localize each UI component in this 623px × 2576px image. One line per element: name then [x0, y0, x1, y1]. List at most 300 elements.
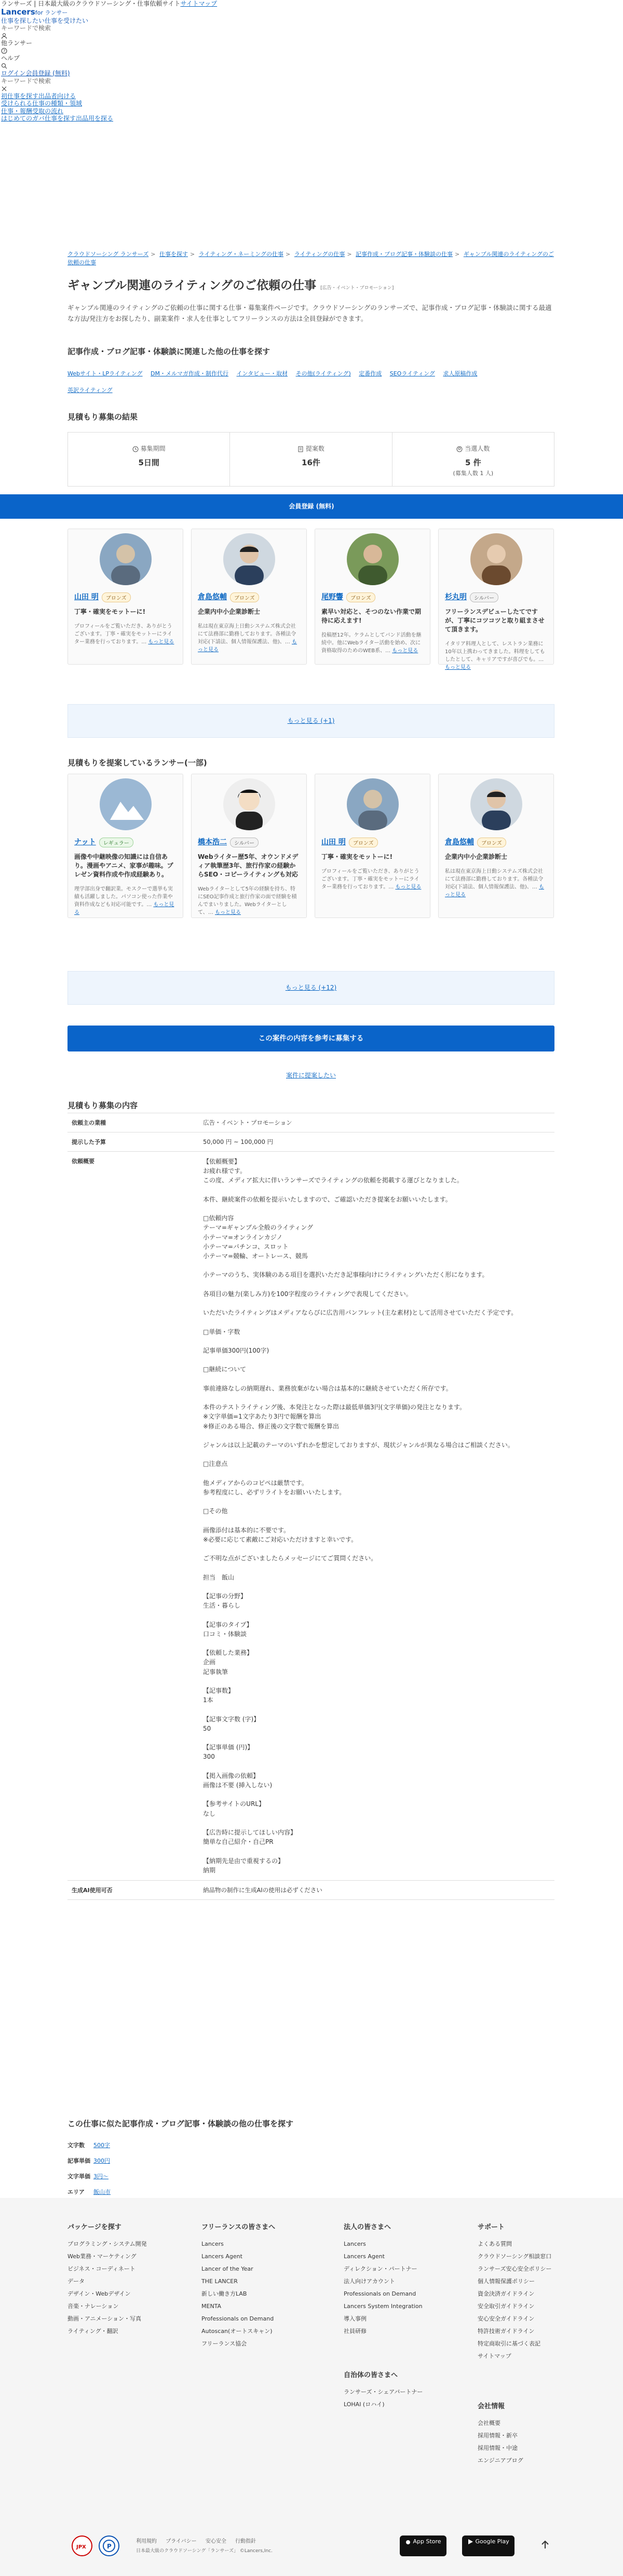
more-hired-box [67, 704, 554, 738]
overview-line [203, 1705, 550, 1714]
similar-row [67, 2138, 111, 2153]
search-icon[interactable] [1, 63, 7, 69]
footer-column [344, 2221, 423, 2338]
footer-heading: 会社情報 [478, 2403, 505, 2410]
document-icon [297, 446, 304, 452]
detail-value: 50,000 円 ~ 100,000 円 [199, 1132, 554, 1152]
scroll-top-icon[interactable] [540, 2540, 550, 2550]
similar-key: 文字単価 [67, 2173, 90, 2180]
footer-link[interactable]: Lancers Agent [344, 2253, 385, 2260]
lancer-description-text: Webライターとして5年の経験を持ち、特にSEO記事作成と旅行作家の面で経験を積んでまいりました。Webライターとして、 [198, 886, 297, 915]
lancer-card[interactable] [191, 529, 307, 665]
overview-line: 記事単価300円(100字) [203, 1346, 269, 1354]
overview-line [203, 1261, 550, 1270]
table-row [67, 1132, 554, 1152]
overview-line [203, 1450, 550, 1459]
header-link-3[interactable]: 仕事・報酬受取の流れ [1, 107, 64, 115]
footer-link[interactable]: THE LANCER [201, 2278, 238, 2285]
more-hired-link[interactable]: もっと見る (+1) [287, 717, 335, 724]
related-tag[interactable]: DM・メルマガ作成・制作代行 [151, 370, 229, 377]
overview-line: ※文字単価=1文字あたり3円で報酬を算出 [203, 1413, 321, 1421]
breadcrumb-item[interactable]: 仕事を探す [159, 251, 188, 258]
related-tag[interactable]: SEOライティング [389, 370, 435, 377]
header-link-4[interactable]: はじめてのガバ仕事を探す出品用を探る [1, 115, 114, 122]
page-title-text: ギャンブル関連のライティングのご依頼の仕事 [67, 279, 317, 292]
overview-line: 記事執筆 [203, 1668, 228, 1676]
lancer-name[interactable]: 尾野響 [321, 593, 343, 601]
overview-line [203, 1563, 550, 1572]
overview-line [203, 1582, 550, 1592]
logo-text: Lancers [1, 7, 35, 17]
google-play-label: Google Play [475, 2538, 509, 2545]
overview-line [203, 1677, 550, 1686]
lancer-catchphrase: 素早い対応と、そつのない作業で期待に応えます! [321, 608, 422, 624]
avatar [223, 778, 275, 830]
overview-line: ご不明な点がございましたらメッセージにてご質問ください。 [203, 1555, 377, 1562]
site-footer [0, 2198, 623, 2576]
similar-key: 記事単価 [67, 2157, 90, 2164]
avatar-image [470, 778, 522, 830]
overview-line [203, 1280, 550, 1289]
header-link-2[interactable]: 受けられる仕事の種類・領域 [1, 100, 83, 107]
overview-line: 【記事の分野】 [203, 1593, 247, 1600]
related-tag[interactable]: 英訳ライティング [67, 387, 113, 394]
stat-hired-label: 当選人数 [465, 445, 490, 452]
footer-legal-link[interactable]: 行動指針 [235, 2539, 256, 2544]
overview-line: 小テーマ=競輪、オートレース、競馬 [203, 1252, 308, 1260]
see-more-link[interactable]: もっと見る [445, 665, 471, 670]
lancer-catchphrase: 丁寧・確実をモットーに! [321, 853, 393, 860]
lancer-name[interactable]: 倉島悠輔 [198, 593, 227, 601]
overview-line: 口コミ・体験談 [203, 1630, 247, 1638]
footer-link[interactable]: Professionals on Demand [344, 2290, 416, 2297]
jpx-seal-icon [72, 2535, 92, 2556]
jpx-logo [73, 2537, 91, 2555]
footer-heading: パッケージを探す [67, 2223, 121, 2231]
footer-link[interactable]: 社員研修 [344, 2328, 367, 2335]
overview-line: ジャンルは以上記載のテーマのいずれかを想定しておりますが、現状ジャンルが異なる場合はご相談ください。 [203, 1441, 514, 1449]
footer-legal-link[interactable]: 安心安全 [205, 2539, 226, 2544]
rank-badge: ブロンズ [102, 592, 131, 602]
app-store-label: App Store [413, 2538, 441, 2545]
lancer-description-text: 理学部出身で翻訳業。モスクーで選挙も実績も活躍しました。パソコン使った作業や資料作成なども対応可能です。 [74, 886, 173, 908]
overview-line: 画像添付は基本的に不要です。 [203, 1526, 290, 1534]
overview-line: 小テーマ=パチンコ、スロット [203, 1243, 289, 1250]
overview-line: 1本 [203, 1696, 213, 1704]
overview-line [203, 1355, 550, 1365]
footer-link[interactable]: ランサーズ・シェアパートナー [344, 2389, 423, 2395]
footer-link[interactable]: 採用情報・中途 [478, 2445, 518, 2451]
see-more-link[interactable]: もっと見る [215, 910, 241, 915]
results-stats [67, 432, 554, 487]
lancer-card[interactable] [67, 529, 183, 665]
footer-link[interactable]: サイトマップ [478, 2353, 511, 2359]
overview-line: □単価・字数 [203, 1328, 240, 1336]
footer-link[interactable]: ディレクション・パートナー [344, 2265, 417, 2272]
table-row [67, 1152, 554, 1881]
avatar-image [100, 778, 152, 830]
overview-line: 【記事単価 (円)】 [203, 1744, 254, 1751]
footer-column [201, 2221, 275, 2350]
lancer-description-text: プロフィールをご覧いただき、ありがとうございます。丁寧・確実をモットーにライター業務を行っております。 [74, 624, 172, 645]
overview-line: この度、メディア拡大に伴いランサーズでライティングの依頼を掲載する運びとなりました。 [203, 1177, 463, 1184]
avatar [470, 533, 522, 585]
lancer-description-text: プロフィールをご覧いただき、ありがとうございます。丁寧・確実をモットーにライター業務を行っております。 [321, 869, 419, 890]
overview-body [199, 1152, 554, 1881]
play-icon [467, 2539, 473, 2545]
breadcrumb-item[interactable]: ライティング・ネーミングの仕事 [198, 251, 284, 258]
member-register-bar[interactable]: 会員登録 (無料) [0, 494, 623, 519]
footer-link[interactable]: MENTA [201, 2303, 222, 2310]
stat-proposals-value: 16件 [302, 458, 320, 467]
search-input-placeholder-2[interactable]: キーワードで検索 [1, 77, 51, 85]
lancer-description: 投稿歴12年。ケラムとしてバンド活動を継続中。他にWebライター活動を始め、次に資格取得のためのWEB系、… もっと見る [321, 632, 422, 654]
footer-legal-link[interactable]: 利用規約 [136, 2539, 157, 2544]
related-heading: 記事作成・ブログ記事・体験談に関連した他の仕事を探す [67, 347, 270, 356]
overview-line [203, 1204, 550, 1213]
similar-link[interactable]: 3円〜 [93, 2173, 109, 2180]
svg-text:P: P [107, 2543, 112, 2550]
lancer-name[interactable]: 杉丸明 [445, 593, 467, 601]
footer-link[interactable]: Lancers [344, 2241, 366, 2247]
avatar [223, 533, 275, 585]
overview-line: 本件のテストライティング後、本発注となった際は最低単価3円(文字単価)の発注となります。 [203, 1404, 466, 1411]
lancer-catchphrase: 丁寧・確実をモットーに! [74, 608, 146, 615]
lancer-description: イタリア料理人として、レストラン業務に10年以上携わってきました。料理をしてもしたとして、キャリアですが喜びでも。… もっと見る [445, 641, 545, 670]
person-icon [1, 33, 7, 39]
see-more-link[interactable]: もっと見る [148, 639, 174, 645]
breadcrumb-item[interactable]: ライティングの仕事 [294, 251, 345, 258]
find-work-link[interactable]: 仕事を探したい仕事を受けたい [1, 17, 89, 24]
table-row [67, 1881, 554, 1900]
footer-legal-link[interactable]: プライバシー [166, 2539, 197, 2544]
details-heading: 見積もり募集の内容 [67, 1101, 138, 1110]
detail-value: 納品物の制作に生成AIの使用は必ずください [199, 1881, 554, 1900]
footer-heading: 法人の皆さまへ [344, 2223, 391, 2231]
footer-link[interactable]: 導入事例 [344, 2315, 367, 2322]
detail-key: 提示した予算 [67, 1132, 199, 1152]
footer-heading: フリーランスの皆さまへ [201, 2223, 276, 2231]
lancer-card[interactable] [315, 529, 430, 665]
close-icon[interactable] [1, 86, 7, 92]
jpx-logo-text: JPX [76, 2544, 86, 2550]
overview-line [203, 1639, 550, 1648]
footer-link[interactable]: ライティング・翻訳 [67, 2328, 118, 2335]
overview-line [203, 1469, 550, 1478]
avatar-image [347, 533, 399, 585]
avatar [100, 533, 152, 585]
see-more-link[interactable]: もっと見る [392, 648, 418, 654]
lancer-card[interactable] [315, 774, 430, 918]
detail-key: 依頼主の業種 [67, 1113, 199, 1132]
lancer-catchphrase: フリーランスデビューしたてですが、丁寧にコツコツと取り組まさせて頂きます。 [445, 608, 545, 633]
detail-key: 依頼概要 [67, 1152, 199, 1881]
overview-line [203, 1762, 550, 1771]
propose-link[interactable]: 案件に提案したい [286, 1072, 336, 1079]
footer-heading: サポート [478, 2223, 505, 2231]
footer-link[interactable]: 採用情報・新卒 [478, 2432, 518, 2439]
overview-line: □継続について [203, 1366, 247, 1373]
detail-value: 広告・イベント・プロモーション [199, 1113, 554, 1132]
avatar-image [223, 778, 275, 830]
detail-key: 生成AI使用可否 [67, 1881, 199, 1900]
overview-line: 【掲入画像の依頼】 [203, 1772, 260, 1779]
stat-proposals [230, 433, 392, 486]
page-title [67, 276, 394, 293]
similar-heading: この仕事に似た記事作成・ブログ記事・体験談の他の仕事を探す [67, 2119, 294, 2128]
footer-link[interactable]: エンジニアブログ [478, 2457, 523, 2464]
overview-line [203, 1431, 550, 1440]
avatar [347, 778, 399, 830]
page-title-category: [広告・イベント・プロモーション] [320, 286, 394, 291]
overview-line: 各項目の魅力(楽しみ方)を100字程度のライティングで表現してください。 [203, 1290, 412, 1298]
footer-link[interactable]: データ [67, 2278, 85, 2285]
similar-key: 文字数 [67, 2142, 85, 2149]
footer-link[interactable]: Web業務・マーケティング [67, 2253, 137, 2260]
overview-line: 【記事数】 [203, 1687, 235, 1695]
footer-link[interactable]: 安全取引ガイドライン [478, 2303, 535, 2310]
breadcrumb-item[interactable]: クラウドソーシング ランサーズ [67, 251, 149, 258]
google-play-button[interactable] [462, 2535, 514, 2556]
rank-badge: ブロンズ [349, 838, 378, 847]
breadcrumb-item[interactable]: ギャンブル関連のライティングのご依頼の仕事 [67, 251, 554, 266]
site-header [0, 0, 623, 123]
footer-link[interactable]: フリーランス協会 [201, 2340, 247, 2347]
lancer-name[interactable]: 橋本浩二 [198, 838, 227, 846]
footer-link[interactable]: 個人情報保護ポリシー [478, 2278, 535, 2285]
overview-line: 本件、継続案件の依頼を提示いたしますので、ご確認いただき提案をお願いいたします。 [203, 1195, 452, 1203]
breadcrumb: クラウドソーシング ランサーズ > 仕事を探す > ライティング・ネーミングの仕事 > ライティングの仕事 > 記事作成・ブログ記事・体験談の仕事 > ギャンブル関連のライティングのご依頼の仕事 [67, 251, 554, 266]
similar-link[interactable]: 飯山市 [93, 2189, 111, 2195]
overview-line: 【広告時に提示してほしい内容】 [203, 1829, 297, 1837]
overview-line: 【記事文字数 (字)】 [203, 1715, 260, 1723]
header-link-1[interactable]: 初仕事を探す出品者向ける [1, 92, 76, 100]
copyright: 日本最大級のクラウドソーシング「ランサーズ」 ©Lancers,Inc. [136, 2548, 273, 2554]
overview-line [203, 1374, 550, 1384]
see-more-link[interactable]: もっと見る [445, 884, 544, 898]
lancer-description: 私は現在東京海上日動システムズ株式会社にて法務部に勤務しております。各種法令対応(下請法、個人情報保護法、他)、… もっと見る [445, 869, 544, 898]
rank-badge: シルバー [470, 592, 498, 602]
more-proposals-link[interactable]: もっと見る (+12) [285, 984, 337, 991]
footer-link[interactable]: 資金決済ガイドライン [478, 2290, 535, 2297]
overview-line [203, 1733, 550, 1743]
see-more-link[interactable]: もっと見る [198, 639, 297, 653]
logo-sub: for ランサー [35, 9, 68, 16]
lancer-card[interactable] [438, 774, 554, 918]
stat-hired [392, 433, 554, 486]
overview-line [203, 1185, 550, 1195]
lancer-catchphrase: Webライター歴5年、オウンドメディア執筆歴3年、旅行作家の経験からSEO・コピーライティングも対応 [198, 853, 299, 878]
rank-badge: ブロンズ [230, 592, 259, 602]
privacy-mark-glyph [100, 2537, 118, 2555]
similar-key: エリア [67, 2189, 85, 2195]
overview-line: なし [203, 1810, 216, 1817]
lancer-description: Webライターとして5年の経験を持ち、特にSEO記事作成と旅行作家の面で経験を積んでまいりました。Webライターとして、… もっと見る [198, 886, 297, 915]
hired-cards [67, 529, 554, 670]
footer-link[interactable]: Lancers [201, 2241, 224, 2247]
avatar-image [347, 778, 399, 830]
stat-period-label: 募集期間 [140, 445, 166, 452]
overview-line: 【参考サイトのURL】 [203, 1800, 265, 1808]
overview-line [203, 1544, 550, 1554]
footer-link[interactable]: Lancers Agent [201, 2253, 242, 2260]
lancer-card[interactable] [438, 529, 554, 670]
overview-line: 参考程度にし、必ずリライトをお願いいたします。 [203, 1488, 346, 1496]
footer-link[interactable]: 新しい働き方LAB [201, 2290, 247, 2297]
lancer-description: プロフィールをご覧いただき、ありがとうございます。丁寧・確実をモットーにライター業務を行っております。… もっと見る [321, 869, 422, 890]
overview-line: 納期 [203, 1866, 216, 1874]
similar-link[interactable]: 500字 [93, 2142, 110, 2149]
related-tag[interactable]: その他(ライティング) [295, 370, 351, 377]
overview-line [203, 1299, 550, 1308]
svg-text:?: ? [3, 49, 6, 53]
footer-link[interactable]: クラウドソーシング相談窓口 [478, 2253, 552, 2260]
avatar-image [470, 533, 522, 585]
stat-hired-note: (募集人数 1 人) [453, 470, 494, 477]
lancer-description-text: 私は現在東京海上日動システムズ株式会社にて法務部に勤務しております。各種法令対応(下請法、個人情報保護法、他)、 [445, 869, 544, 890]
proposal-cards [67, 774, 554, 918]
breadcrumb-item[interactable]: 記事作成・ブログ記事・体験談の仕事 [356, 251, 453, 258]
overview-line: 小テーマのうち、実体験のある項目を選択いただき記事様向けにライティングいただく形になります。 [203, 1271, 489, 1279]
more-proposals-box [67, 971, 554, 1005]
related-tag[interactable]: Webサイト・LPライティング [67, 370, 143, 377]
overview-line: 小テーマ=オンラインカジノ [203, 1233, 283, 1241]
lancer-catchphrase: 企業内中小企業診断士 [198, 608, 261, 615]
see-more-link[interactable]: もっと見る [395, 884, 422, 890]
search-input-placeholder[interactable]: キーワードで検索 [1, 24, 51, 32]
footer-link[interactable]: 会社概要 [478, 2420, 500, 2426]
related-tag[interactable]: インタビュー・取材 [236, 370, 288, 377]
overview-line [203, 1516, 550, 1526]
lancer-card[interactable] [191, 774, 307, 918]
footer-link[interactable]: Lancer of the Year [201, 2265, 253, 2272]
lancer-description: 理学部出身で翻訳業。モスクーで選挙も実績も活躍しました。パソコン使った作業や資料作成なども対応可能です。… もっと見る [74, 886, 174, 915]
menu-help[interactable]: ヘルプ [1, 55, 20, 62]
footer-link[interactable]: 音楽・ナレーション [67, 2303, 119, 2310]
stat-period-value: 5日間 [138, 458, 159, 467]
footer-link[interactable]: プログラミング・システム開発 [67, 2241, 147, 2247]
app-store-button[interactable] [400, 2535, 446, 2556]
lancer-description-text: 投稿歴12年。ケラムとしてバンド活動を継続中。他にWebライター活動を始め、次に資格取得のためのWEB系、 [321, 632, 422, 654]
avatar [470, 778, 522, 830]
lancer-name[interactable]: 倉島悠輔 [445, 838, 474, 846]
cta-link-wrap [67, 1071, 554, 1080]
overview-line [203, 1497, 550, 1506]
footer-column [478, 2221, 551, 2363]
footer-column [344, 2369, 423, 2411]
signup-link[interactable]: ログイン会員登録 (無料) [1, 70, 70, 77]
overview-line: 【依頼した業務】 [203, 1649, 253, 1657]
similar-links [67, 2138, 111, 2200]
lancer-card[interactable] [67, 774, 183, 918]
overview-line: いただいたライティングはメディアならびに広告用パンフレット(主な素材)として活用させていただく予定です。 [203, 1309, 518, 1317]
lancer-catchphrase: 画像や中継映像の知識には自信あり。漫画やアニメ、家事が趣味。プレゼン資料作成や作成経験あり。 [74, 853, 173, 878]
lancer-name[interactable]: 山田 明 [74, 593, 99, 601]
footer-link[interactable]: 動画・アニメーション・写真 [67, 2315, 142, 2322]
lancer-name[interactable]: ナット [74, 838, 96, 846]
footer-link[interactable]: 特許技術ガイドライン [478, 2328, 535, 2335]
overview-line: お疲れ様です。 [203, 1167, 247, 1175]
footer-column [478, 2400, 523, 2467]
menu-lancer[interactable]: 他ランサー [1, 39, 33, 47]
footer-column [67, 2221, 147, 2338]
lancer-description: プロフィールをご覧いただき、ありがとうございます。丁寧・確実をモットーにライター業務を行っております。… もっと見る [74, 624, 174, 645]
footer-link[interactable]: 特定商取引に基づく表記 [478, 2340, 540, 2347]
overview-line: 50 [203, 1724, 211, 1732]
post-similar-job-button[interactable]: この案件の内容を参考に募集する [67, 1026, 554, 1051]
rank-badge: ブロンズ [346, 592, 375, 602]
avatar [347, 533, 399, 585]
lancer-description: 私は現在東京海上日動システムズ株式会社にて法務部に勤務しております。各種法令対応(下請法、個人情報保護法、他)、… もっと見る [198, 624, 297, 653]
related-tag[interactable]: 求人原稿作成 [443, 370, 478, 377]
overview-line [203, 1337, 550, 1346]
apple-icon [405, 2539, 411, 2545]
footer-link[interactable]: Professionals on Demand [201, 2315, 274, 2322]
footer-link[interactable]: Lancers System Integration [344, 2303, 423, 2310]
overview-line: 事前連絡なしの納期遅れ、業務放棄がない場合は基本的に継続させていただく所存です。 [203, 1384, 452, 1392]
lancer-catchphrase: 企業内中小企業診断士 [445, 853, 508, 860]
site-tagline: ランサーズ | 日本最大級のクラウドソーシング・仕事依頼サイト [1, 0, 181, 7]
overview-line: 300 [203, 1753, 215, 1761]
overview-line: 【納期先是由で重視するの】 [203, 1857, 285, 1865]
rank-badge: レギュラー [99, 838, 133, 847]
lancer-description-text: イタリア料理人として、レストラン業務に10年以上携わってきました。料理をしてもしたとして、キャリアですが喜びでも。 [445, 641, 545, 663]
avatar-image [100, 533, 152, 585]
related-tags [67, 366, 554, 399]
footer-link[interactable]: よくある質問 [478, 2241, 512, 2247]
stat-proposals-label: 提案数 [305, 445, 324, 452]
footer-link[interactable]: ランサーズ安心安全ポリシー [478, 2265, 552, 2272]
overview-line [203, 1790, 550, 1799]
footer-link[interactable]: 法人向けアカウント [344, 2278, 395, 2285]
page-lead: ギャンブル関連のライティングのご依頼の仕事に関する仕事・募集案件ページです。クラウドソーシングのランサーズで、記事作成・ブログ記事・体験談に関する最適な方法/発注方をお探したり、副業案件・求人を仕事としてフリーランスの方法は全員登録ができます。 [67, 304, 552, 322]
similar-link[interactable]: 300円 [93, 2157, 110, 2164]
related-tag[interactable]: 定番作成 [359, 370, 382, 377]
footer-link[interactable]: Autoscan(オートスキャン) [201, 2328, 273, 2335]
privacy-mark-icon [99, 2535, 119, 2556]
overview-line: □依頼内容 [203, 1215, 234, 1222]
overview-line [203, 1317, 550, 1327]
footer-link[interactable]: LOHAI (ロハイ) [344, 2401, 385, 2408]
footer-link[interactable]: デザイン・Webデザイン [67, 2290, 131, 2297]
avatar [100, 778, 152, 830]
logo[interactable] [1, 8, 622, 17]
footer-bottom [0, 2530, 623, 2564]
overview-line: 生活・暮らし [203, 1602, 241, 1610]
help-icon [1, 48, 7, 54]
overview-line [203, 1610, 550, 1620]
overview-line: テーマ=ギャンブル全般のライティング [203, 1224, 314, 1232]
overview-line: 画像は不要 (挿入しない) [203, 1782, 273, 1789]
footer-link[interactable]: ビジネス・コーディネート [67, 2265, 136, 2272]
clock-icon [132, 446, 139, 452]
overview-line: 企画 [203, 1658, 216, 1666]
header-tagline-row [1, 0, 622, 8]
footer-legal-links [136, 2537, 263, 2544]
lancer-name[interactable]: 山田 明 [321, 838, 346, 846]
avatar-image [223, 533, 275, 585]
footer-link[interactable]: 安心安全ガイドライン [478, 2315, 535, 2322]
stat-hired-value: 5 件 [465, 458, 481, 467]
overview-line: □その他 [203, 1507, 228, 1515]
sitemap-link[interactable]: サイトマップ [180, 0, 218, 7]
overview-line: 担当 飯山 [203, 1573, 235, 1581]
overview-line: □注意点 [203, 1460, 228, 1468]
overview-line: 【記事のタイプ】 [203, 1621, 253, 1628]
person-icon [456, 446, 463, 452]
table-row [67, 1113, 554, 1132]
see-more-link[interactable]: もっと見る [74, 902, 174, 915]
